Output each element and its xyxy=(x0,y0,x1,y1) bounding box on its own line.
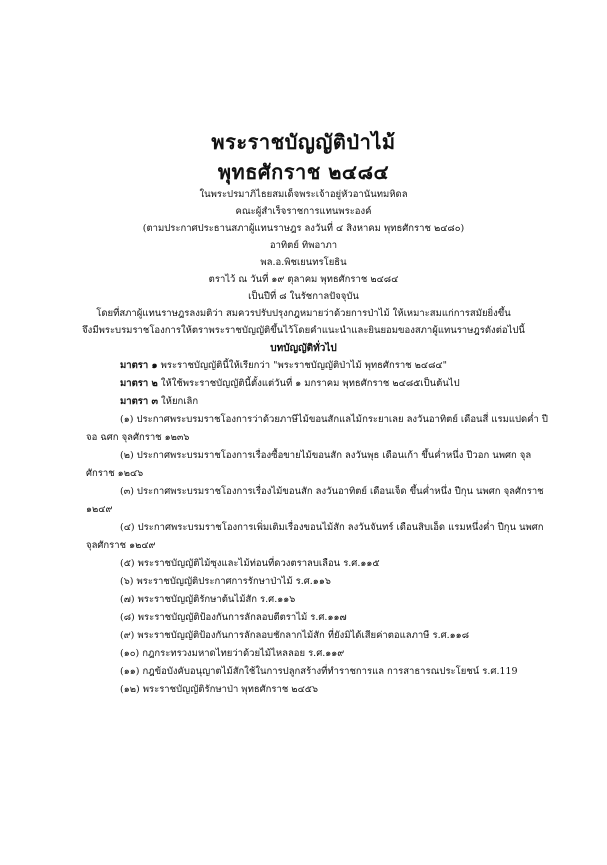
section-label: มาตรา ๓ xyxy=(120,396,159,407)
repealed-item: (๙) พระราชบัญญัติป้องกันการลักลอบชักลากไม้สัก ที่ยังมิได้เสียค่าตอแลภาษี ร.ศ.๑๑๘ xyxy=(120,630,470,641)
repealed-item: (๖) พระราชบัญญัติประกาศการรักษาป่าไม้ ร.ศ.๑๑๖ xyxy=(120,576,331,587)
section-heading: บทบัญญัติทั่วไป xyxy=(270,343,337,354)
section-1 xyxy=(120,359,447,372)
repealed-item-continuation: จุลศักราช ๑๒๔๙ xyxy=(86,540,156,551)
repealed-item: (๕) พระราชบัญญัติไม้ซุงและไม้ท่อนที่ดวงตราลบเลือน ร.ศ.๑๑๕ xyxy=(120,558,380,569)
repealed-item: (๑๒) พระราชบัญญัติรักษาป่า พุทธศักราช ๒๔๕๖ xyxy=(120,684,318,695)
signatory: อาทิตย์ ทิพอาภา xyxy=(269,240,338,251)
repealed-item-continuation: ๑๒๔๙ xyxy=(86,504,113,515)
enactment-date: ตราไว้ ณ วันที่ ๑๙ ตุลาคม พุทธศักราช ๒๔๘๔ xyxy=(208,274,399,285)
repealed-item: (๑๐) กฎกระทรวงมหาดไทยว่าด้วยไม้ไหลลอย ร.ศ.๑๑๙ xyxy=(120,648,345,659)
repealed-item: (๑) ประกาศพระบรมราชโองการว่าด้วยภาษีไม้ขอนสักแลไม้กระยาเลย ลงวันอาทิตย์ เดือนสี่ แรมแปดค่ำ ปี xyxy=(120,414,548,425)
section-label: มาตรา ๒ xyxy=(120,378,158,389)
repealed-item: (๗) พระราชบัญญัติรักษาต้นไม้สัก ร.ศ.๑๑๖ xyxy=(120,594,296,605)
document-title: พระราชบัญญัติป่าไม้ xyxy=(211,130,396,154)
repealed-item: (๘) พระราชบัญญัติป้องกันการลักลอบตีตราไม้ ร.ศ.๑๑๗ xyxy=(120,612,347,623)
section-text: พระราชบัญญัตินี้ให้เรียกว่า "พระราชบัญญัติป่าไม้ พุทธศักราช ๒๔๘๔" xyxy=(160,360,447,371)
document-subtitle: พุทธศักราช ๒๔๘๔ xyxy=(217,160,390,184)
repealed-item: (๑๑) กฎข้อบังคับอนุญาตไม้สักใช้ในการปลูกสร้างที่ทำราชการแล การสาธารณประโยชน์ ร.ศ.119 xyxy=(120,666,518,677)
section-text: ให้ใช้พระราชบัญญัตินี้ตั้งแต่วันที่ ๑ มกราคม พุทธศักราช ๒๔๘๕เป็นต้นไป xyxy=(160,378,460,389)
preamble-line: ในพระปรมาภิไธยสมเด็จพระเจ้าอยู่หัวอานันทมหิดล xyxy=(199,189,408,200)
preamble-line: โดยที่สภาผู้แทนราษฎรลงมติว่า สมควรปรับปรุงกฎหมายว่าด้วยการป่าไม้ ให้เหมาะสมแก่การสมัยยิ่งขึ้น xyxy=(96,308,511,319)
repealed-item-continuation: ศักราช ๑๒๔๖ xyxy=(86,468,144,479)
preamble-line: คณะผู้สำเร็จราชการแทนพระองค์ xyxy=(235,206,372,217)
repealed-item: (๓) ประกาศพระบรมราชโองการเรื่องไม้ขอนสัก ลงวันอาทิตย์ เดือนเจ็ด ขึ้นค่ำหนึ่ง ปีกุน นพศก จุลศักราช xyxy=(120,486,544,497)
section-text: ให้ยกเลิก xyxy=(161,396,199,407)
preamble-line: จึงมีพระบรมราชโองการให้ตราพระราชบัญญัติขึ้นไว้โดยคำแนะนำและยินยอมของสภาผู้แทนราษฎรดังต่อไปนี้ xyxy=(82,325,525,336)
repealed-item: (๒) ประกาศพระบรมราชโองการเรื่องซื้อขายไม้ขอนสัก ลงวันพุธ เดือนเก้า ขึ้นค่ำหนึ่ง ปีวอก นพศก จุล xyxy=(120,450,532,461)
reign-year: เป็นปีที่ ๘ ในรัชกาลปัจจุบัน xyxy=(248,291,359,302)
preamble-line: (ตามประกาศประธานสภาผู้แทนราษฎร ลงวันที่ ๔ สิงหาคม พุทธศักราช ๒๔๘๐) xyxy=(142,223,465,234)
section-label: มาตรา ๑ xyxy=(120,360,158,371)
section-3 xyxy=(120,395,198,408)
repealed-item-continuation: จอ ฉศก จุลศักราช ๑๒๓๖ xyxy=(86,432,190,443)
repealed-item: (๔) ประกาศพระบรมราชโองการเพิ่มเติมเรื่องขอนไม้สัก ลงวันจันทร์ เดือนสิบเอ็ด แรมหนึ่งค่ำ ปีกุน นพศก xyxy=(120,522,544,533)
signatory: พล.อ.พิชเยนทรโยธิน xyxy=(260,257,347,268)
section-2 xyxy=(120,377,460,390)
